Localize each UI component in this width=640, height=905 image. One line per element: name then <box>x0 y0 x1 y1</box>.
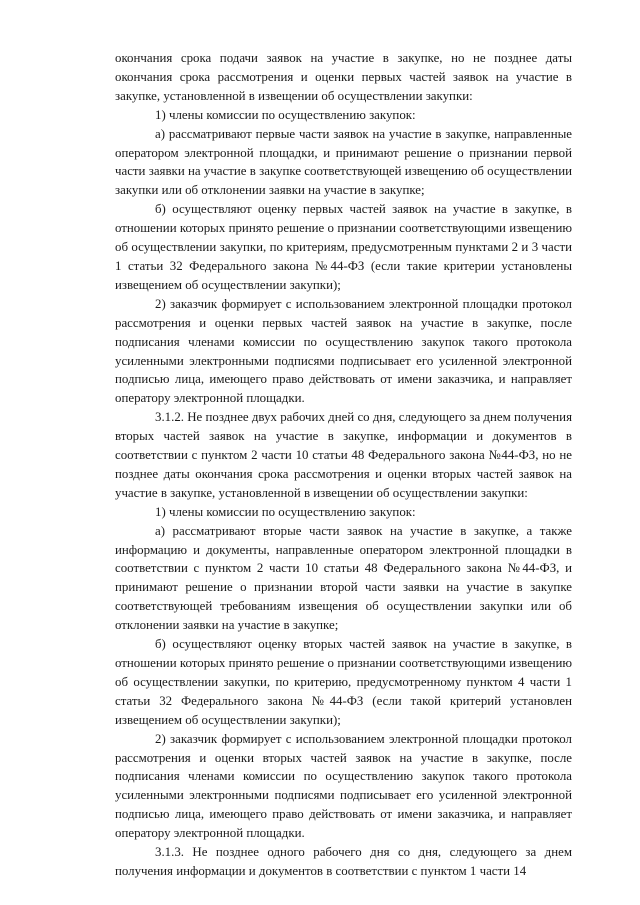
paragraph: а) рассматривают вторые части заявок на участие в закупке, а также информацию и документы, направленные оператором электронной площадки в соответствии с пунктом 2 части 10 статьи 48 Федерального закона №44-ФЗ, и принимают решение о признании второй части заявки на участие в закупке соответствующей требованиям извещения об осуществлении закупки или об отклонении заявки на участие в закупке; <box>115 523 572 633</box>
paragraph: б) осуществляют оценку первых частей заявок на участие в закупке, в отношении которых принято решение о признании соответствующими извещению об осуществлении закупки, по критериям, предусмотренным пунктами 2 и 3 части 1 статьи 32 Федерального закона №44-ФЗ (если такие критерии установлены извещением об осуществлении закупки); <box>115 202 572 292</box>
document-body <box>115 49 572 881</box>
paragraph: а) рассматривают первые части заявок на участие в закупке, направленные оператором электронной площадки, и принимают решение о признании первой части заявки на участие в закупке соответствующей извещению об осуществлении закупки или об отклонении заявки на участие в закупке; <box>115 126 572 198</box>
paragraph: окончания срока подачи заявок на участие в закупке, но не позднее даты окончания срока рассмотрения и оценки первых частей заявок на участие в закупке, установленной в извещении об осуществлении закупки: <box>115 51 572 103</box>
paragraph: б) осуществляют оценку вторых частей заявок на участие в закупке, в отношении которых принято решение о признании соответствующими извещению об осуществлении закупки, по критерию, предусмотренному пунктом 4 части 1 статьи 32 Федерального закона №44-ФЗ (если такой критерий установлен извещением об осуществлении закупки); <box>115 637 572 727</box>
paragraph: 2) заказчик формирует с использованием электронной площадки протокол рассмотрения и оценки первых частей заявок на участие в закупке, после подписания членами комиссии по осуществлению закупок такого протокола усиленными электронными подписями подписывает его усиленной электронной подписью лица, имеющего право действовать от имени заказчика, и направляет оператору электронной площадки. <box>115 296 572 406</box>
paragraph: 1) члены комиссии по осуществлению закупок: <box>155 504 416 519</box>
paragraph: 3.1.2. Не позднее двух рабочих дней со дня, следующего за днем получения вторых частей заявок на участие в закупке, информации и документов в соответствии с пунктом 2 части 10 статьи 48 Федерального закона №44-ФЗ, но не позднее даты окончания срока рассмотрения и оценки вторых частей заявок на участие в закупке, установленной в извещении об осуществлении закупки: <box>115 410 572 500</box>
paragraph: 3.1.3. Не позднее одного рабочего дня со дня, следующего за днем получения информации и документов в соответствии с пунктом 1 части 14 <box>115 845 572 878</box>
paragraph: 1) члены комиссии по осуществлению закупок: <box>155 107 416 122</box>
paragraph: 2) заказчик формирует с использованием электронной площадки протокол рассмотрения и оценки вторых частей заявок на участие в закупке, после подписания членами комиссии по осуществлению закупок такого протокола усиленными электронными подписями подписывает его усиленной электронной подписью лица, имеющего право действовать от имени заказчика, и направляет оператору электронной площадки. <box>115 731 572 841</box>
